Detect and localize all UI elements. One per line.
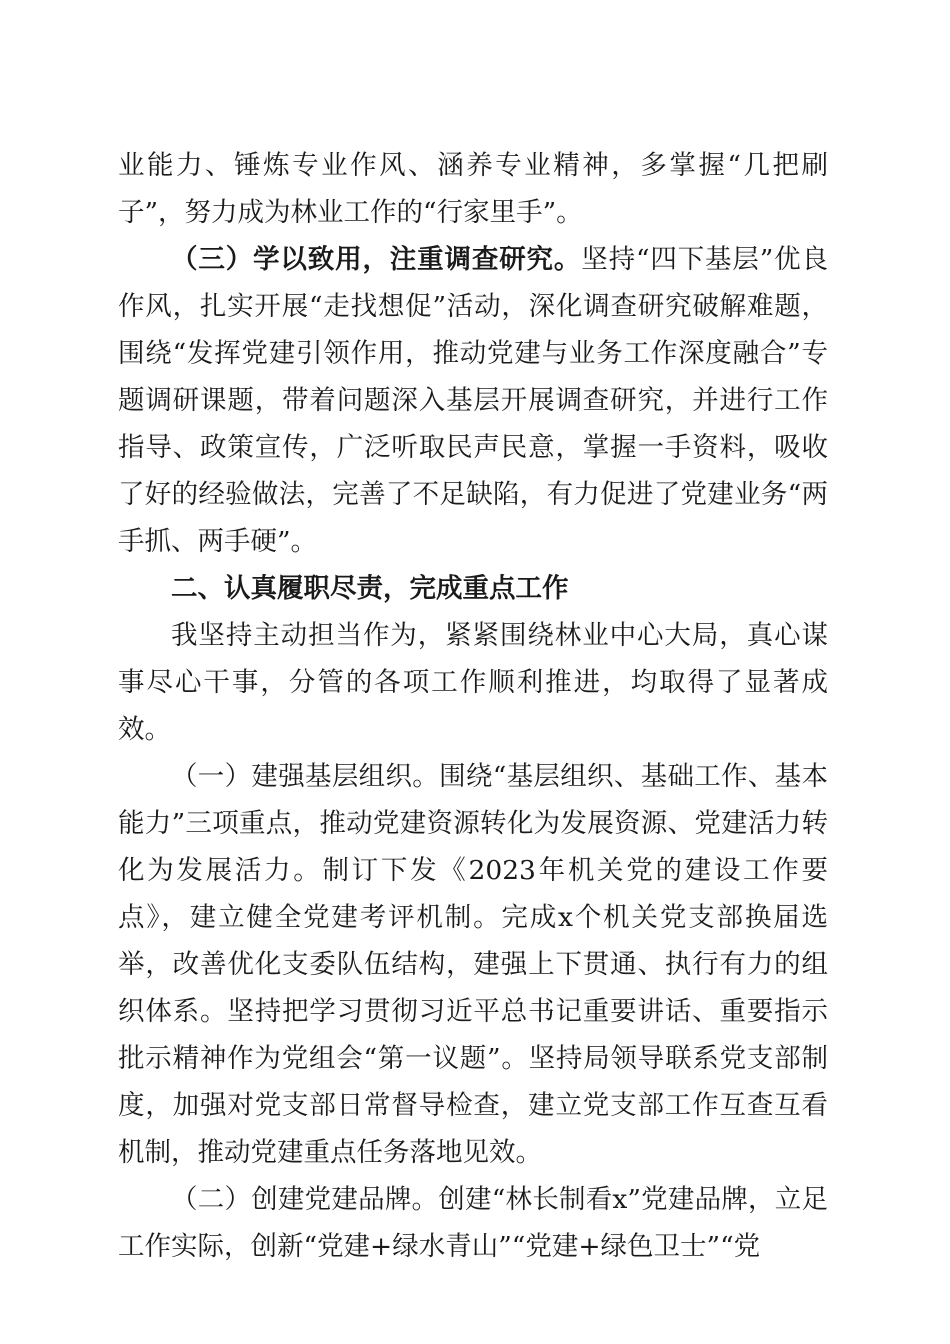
paragraph-lead: （一）建强基层组织。	[171, 761, 440, 792]
paragraph-text: 我坚持主动担当作为，紧紧围绕林业中心大局，真心谋事尽心干事，分管的各项工作顺利推进，均取得了显著成效。	[118, 620, 828, 745]
paragraph-continuation	[118, 142, 828, 236]
paragraph-brand	[118, 1176, 828, 1270]
section-heading: 二、认真履职尽责，完成重点工作	[171, 573, 569, 604]
paragraph-text: 坚持“四下基层”优良作风，扎实开展“走找想促”活动，深化调查研究破解难题，围绕“发挥党建引领作用，推动党建与业务工作深度融合”专题调研课题，带着问题深入基层开展调查研究，并进行工作指导、政策宣传，广泛听取民声民意，掌握一手资料，吸收了好的经验做法，完善了不足缺陷，有力促进了党建业务“两手抓、两手硬”。	[118, 244, 828, 557]
paragraph-lead: （三）学以致用，注重调查研究。	[171, 244, 582, 275]
document-page	[118, 142, 828, 1270]
paragraph-text: 创建“林长制看x”党建品牌，立足工作实际，创新“党建+绿水青山”“党建+绿色卫士”“党	[118, 1184, 829, 1262]
paragraph-text: 业能力、锤炼专业作风、涵养专业精神，多掌握“几把刷子”，努力成为林业工作的“行家里手”。	[118, 150, 828, 228]
paragraph-lead: （二）创建党建品牌。	[171, 1184, 439, 1215]
paragraph-text: 围绕“基层组织、基础工作、基本能力”三项重点，推动党建资源转化为发展资源、党建活力转化为发展活力。制订下发《2023年机关党的建设工作要点》，建立健全党建考评机制。完成x个机关党支部换届选举，改善优化支委队伍结构，建强上下贯通、执行有力的组织体系。坚持把学习贯彻习近平总书记重要讲话、重要指示批示精神作为党组会“第一议题”。坚持局领导联系党支部制度，加强对党支部日常督导检查，建立党支部工作互查互看机制，推动党建重点任务落地见效。	[118, 761, 828, 1168]
paragraph-grassroots	[118, 753, 828, 1176]
paragraph-research	[118, 236, 828, 565]
paragraph-intro	[118, 612, 828, 753]
